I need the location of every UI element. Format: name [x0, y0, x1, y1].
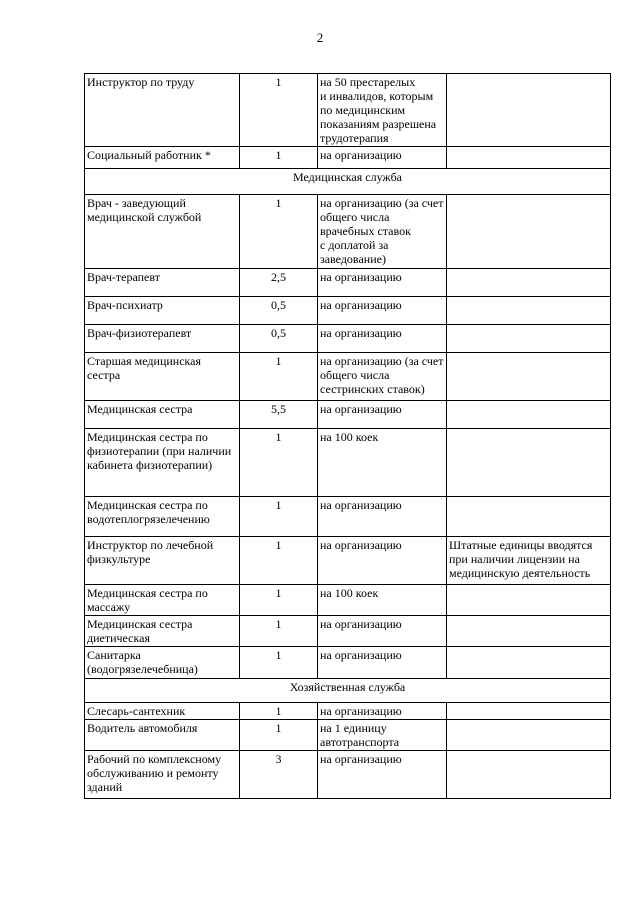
position-name-cell: Медицинская сестра по массажу [85, 585, 240, 616]
norm-cell: на организацию [318, 751, 447, 799]
page-number: 2 [316, 30, 324, 45]
norm-cell: на организацию [318, 325, 447, 353]
norm-cell: на 100 коек [318, 585, 447, 616]
position-name-cell: Медицинская сестра диетическая [85, 616, 240, 647]
quantity-cell: 0,5 [240, 325, 318, 353]
quantity-cell: 1 [240, 147, 318, 169]
table-row [85, 325, 611, 353]
position-name-cell: Слесарь-сантехник [85, 703, 240, 720]
position-name-cell: Социальный работник * [85, 147, 240, 169]
quantity-cell: 1 [240, 497, 318, 537]
norm-cell: на организацию [318, 647, 447, 679]
note-cell [447, 401, 611, 429]
table-row [85, 720, 611, 751]
norm-cell: на 50 престарелых и инвалидов, которым по медицинским показаниям разрешена трудотерапия [318, 74, 447, 147]
section-row [85, 169, 611, 195]
norm-cell: на организацию [318, 497, 447, 537]
note-cell [447, 429, 611, 497]
table-row [85, 297, 611, 325]
table-row [85, 353, 611, 401]
table-row [85, 616, 611, 647]
section-title: Хозяйственная служба [85, 679, 611, 703]
note-cell [447, 616, 611, 647]
quantity-cell: 2,5 [240, 269, 318, 297]
position-name-cell: Врач-физиотерапевт [85, 325, 240, 353]
table-row [85, 647, 611, 679]
norm-cell: на организацию [318, 537, 447, 585]
norm-cell: на организацию [318, 269, 447, 297]
note-cell [447, 297, 611, 325]
table-row [85, 74, 611, 147]
staffing-table [84, 73, 611, 799]
table-row [85, 585, 611, 616]
note-cell [447, 720, 611, 751]
quantity-cell: 1 [240, 616, 318, 647]
position-name-cell: Медицинская сестра по физиотерапии (при наличии кабинета физиотерапии) [85, 429, 240, 497]
staffing-table-body [85, 74, 611, 799]
position-name-cell: Врач-психиатр [85, 297, 240, 325]
norm-cell: на организацию (за счет общего числа сестринских ставок) [318, 353, 447, 401]
note-cell [447, 647, 611, 679]
section-title: Медицинская служба [85, 169, 611, 195]
note-cell [447, 147, 611, 169]
note-cell [447, 195, 611, 269]
quantity-cell: 1 [240, 703, 318, 720]
position-name-cell: Врач - заведующий медицинской службой [85, 195, 240, 269]
table-row [85, 401, 611, 429]
table-row [85, 147, 611, 169]
norm-cell: на организацию [318, 401, 447, 429]
norm-cell: на организацию [318, 616, 447, 647]
quantity-cell: 1 [240, 429, 318, 497]
position-name-cell: Рабочий по комплексному обслуживанию и ремонту зданий [85, 751, 240, 799]
note-cell [447, 74, 611, 147]
quantity-cell: 1 [240, 353, 318, 401]
quantity-cell: 1 [240, 647, 318, 679]
quantity-cell: 1 [240, 720, 318, 751]
quantity-cell: 1 [240, 537, 318, 585]
quantity-cell: 1 [240, 195, 318, 269]
table-row [85, 429, 611, 497]
position-name-cell: Старшая медицинская сестра [85, 353, 240, 401]
norm-cell: на 1 единицу автотранспорта [318, 720, 447, 751]
table-row [85, 751, 611, 799]
note-cell [447, 269, 611, 297]
norm-cell: на организацию [318, 703, 447, 720]
note-cell [447, 751, 611, 799]
quantity-cell: 3 [240, 751, 318, 799]
position-name-cell: Инструктор по труду [85, 74, 240, 147]
position-name-cell: Медицинская сестра [85, 401, 240, 429]
position-name-cell: Водитель автомобиля [85, 720, 240, 751]
position-name-cell: Врач-терапевт [85, 269, 240, 297]
table-row [85, 195, 611, 269]
note-cell [447, 353, 611, 401]
position-name-cell: Инструктор по лечебной физкультуре [85, 537, 240, 585]
norm-cell: на организацию (за счет общего числа врачебных ставок с доплатой за заведование) [318, 195, 447, 269]
norm-cell: на 100 коек [318, 429, 447, 497]
quantity-cell: 1 [240, 585, 318, 616]
note-cell [447, 497, 611, 537]
quantity-cell: 5,5 [240, 401, 318, 429]
note-cell: Штатные единицы вводятся при наличии лицензии на медицинскую деятельность [447, 537, 611, 585]
table-row [85, 269, 611, 297]
section-row [85, 679, 611, 703]
note-cell [447, 703, 611, 720]
position-name-cell: Санитарка (водогрязелечебница) [85, 647, 240, 679]
quantity-cell: 0,5 [240, 297, 318, 325]
norm-cell: на организацию [318, 297, 447, 325]
table-row [85, 537, 611, 585]
table-row [85, 497, 611, 537]
table-row [85, 703, 611, 720]
norm-cell: на организацию [318, 147, 447, 169]
position-name-cell: Медицинская сестра по водотеплогрязелечению [85, 497, 240, 537]
note-cell [447, 585, 611, 616]
note-cell [447, 325, 611, 353]
quantity-cell: 1 [240, 74, 318, 147]
